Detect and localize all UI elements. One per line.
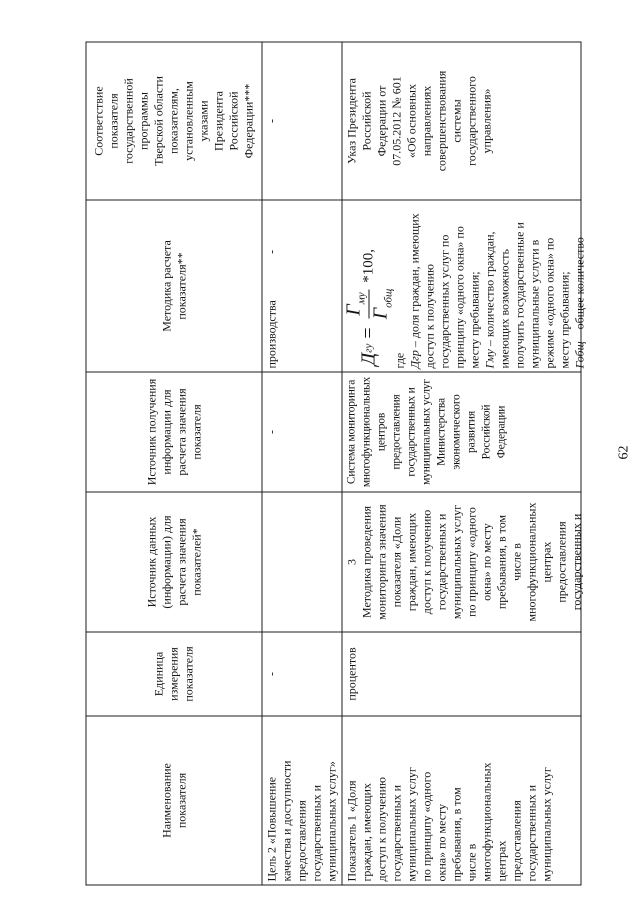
data-source-line: государственных и — [434, 513, 448, 610]
indicator-line: граждан, имеющих — [359, 782, 373, 881]
indicator-line: Показатель 1 «Доля — [344, 780, 358, 881]
data-source-line: числе в — [509, 542, 523, 581]
indicator-data-source-cell — [342, 492, 581, 632]
header-line: показателям, — [166, 87, 180, 154]
header-line: Источник данных — [143, 516, 158, 607]
dash: - — [264, 118, 278, 123]
info-source-line: Система мониторинга — [345, 379, 357, 484]
header-line: (информации) для — [158, 514, 173, 609]
compliance-line: 07.05.2012 № 601 — [389, 75, 403, 166]
data-source-line: мониторинга значения — [374, 503, 388, 620]
data-source-line: по принципу «одного — [464, 506, 478, 617]
method-line — [407, 203, 422, 368]
indicator-line: государственных и — [524, 784, 538, 881]
formula-fraction — [343, 285, 394, 322]
method-line: получить государственные и — [512, 221, 526, 368]
goal-name-cell — [262, 716, 342, 885]
indicator-line: числе в — [464, 843, 478, 881]
indicator-line: государственных и — [389, 784, 403, 881]
info-source-line: муниципальных услуг — [420, 378, 432, 485]
header-line: Наименование — [158, 762, 173, 838]
numerator-var: Г — [341, 303, 364, 316]
goal-line: предоставления — [294, 799, 308, 881]
data-source-line: показателя «Доли — [389, 516, 403, 607]
goal-name-text — [264, 719, 339, 881]
method-legend — [392, 203, 587, 368]
variable-term: Гобщ — [572, 340, 586, 368]
method-line: месту пребывания; — [557, 270, 571, 368]
data-source-line: центрах — [539, 541, 553, 582]
header-line: Источник получения — [143, 378, 158, 485]
formula-tail: *100, — [360, 248, 376, 283]
indicator-name-text — [344, 719, 580, 881]
method-line: режиме «одного окна» по — [542, 237, 556, 368]
dash: - — [264, 429, 278, 434]
formula-lhs-sub: гу — [361, 343, 374, 353]
numerator-sub: му — [354, 291, 367, 304]
header-line: показателя — [173, 772, 188, 828]
info-source-line: многофункциональных — [360, 376, 372, 487]
compliance-line: совершенствования — [434, 70, 448, 171]
compliance-line: «Об основных — [404, 83, 418, 158]
info-source-line: Министерства — [435, 397, 447, 466]
header-method-text — [159, 203, 189, 368]
denominator-var: Г — [368, 307, 391, 319]
method-line — [572, 203, 587, 368]
indicator-unit-clip — [344, 635, 580, 712]
header-line: указами — [196, 99, 210, 142]
method-carryover-line — [264, 203, 279, 368]
header-line: Российской — [226, 90, 240, 151]
info-source-line: государственных и — [405, 386, 417, 477]
indicator-row — [342, 42, 581, 885]
dash: - — [264, 249, 278, 254]
header-line: программы — [136, 91, 150, 150]
goal-method-cell — [262, 200, 342, 372]
method-line: месту пребывания; — [467, 270, 481, 368]
method-line — [482, 203, 497, 368]
header-line: установленным — [181, 80, 195, 161]
formula-numerator — [343, 289, 369, 318]
variable-term: Дгр — [407, 349, 421, 368]
indicator-line: окна» по месту — [434, 803, 448, 881]
header-line: расчета значения — [173, 387, 188, 476]
formula-equals: = — [357, 326, 379, 339]
goal-row — [262, 42, 342, 885]
indicator-name-cell — [342, 716, 581, 885]
header-data-source-text — [144, 495, 204, 628]
header-line: информации для — [158, 388, 173, 475]
indicator-method-cell — [341, 200, 586, 372]
data-source-line: многофункциональных — [524, 502, 538, 622]
compliance-line: управления» — [479, 88, 493, 153]
indicator-compliance-text — [344, 45, 580, 196]
header-unit-cell — [86, 632, 262, 716]
goal-line: государственных и — [309, 784, 323, 881]
indicator-line: предоставления — [509, 799, 523, 881]
formula-lhs: Д — [357, 352, 379, 365]
header-line: Президента — [211, 90, 225, 151]
indicator-line: доступ к получению — [374, 776, 388, 881]
header-name-cell — [86, 716, 262, 885]
method-line: государственных услуг по — [437, 234, 451, 368]
goal-data-source-cell — [262, 492, 342, 632]
compliance-line: направлениях — [419, 85, 433, 156]
indicator-info-source-cell — [342, 372, 581, 492]
header-info-source-text — [144, 375, 204, 488]
unit-value: процентов — [344, 646, 358, 701]
info-source-line: Российской — [480, 404, 492, 459]
header-line: показателя — [106, 92, 120, 149]
compliance-line: государственного — [464, 75, 478, 166]
header-line: измерения — [166, 646, 180, 701]
goal-line: Цель 2 «Повышение — [264, 776, 278, 881]
header-line: Единица — [151, 651, 165, 696]
header-info-source-cell — [86, 372, 262, 492]
variable-definition: – количество граждан, — [482, 230, 496, 349]
indicator-line: центрах — [494, 840, 508, 881]
data-source-line: граждан, имеющих — [404, 512, 418, 611]
data-source-line: доступ к получению — [419, 509, 433, 614]
indicator-info-source-text — [344, 374, 580, 489]
method-line: муниципальные услуги в — [527, 239, 541, 368]
variable-definition: – доля граждан, имеющих — [407, 212, 421, 350]
goal-line: качества и доступности — [279, 760, 293, 881]
header-line: государственной — [121, 77, 135, 164]
indicator-compliance-cell — [342, 42, 581, 200]
header-unit-text — [151, 635, 196, 712]
variable-term: Гму — [482, 348, 496, 368]
method-line: имеющих возможность — [497, 248, 511, 368]
data-source-line: государственных и — [569, 513, 583, 610]
data-source-line: окна» по месту — [479, 522, 493, 601]
info-source-line: экономического — [450, 393, 462, 470]
data-source-line: муниципальных услуг — [449, 504, 463, 619]
header-compliance-cell — [86, 42, 262, 200]
header-line: Методика расчета — [158, 239, 173, 332]
compliance-line: системы — [449, 98, 463, 143]
header-name-text — [159, 719, 189, 881]
header-row — [86, 42, 262, 885]
method-line: где — [392, 352, 406, 368]
header-line: Федерации*** — [241, 83, 255, 158]
compliance-line: Российской — [359, 90, 373, 151]
header-data-source-cell — [86, 492, 262, 632]
data-source-line: пребывания, в том — [494, 514, 508, 609]
header-line: расчета значения — [173, 517, 188, 606]
indicator-line: муниципальных услуг — [404, 766, 418, 881]
carryover-text: производства — [264, 299, 278, 368]
page-number: 62 — [616, 445, 631, 459]
goal-unit-cell — [262, 632, 342, 716]
goal-line: муниципальных услуг» — [324, 760, 338, 881]
formula-denominator — [369, 285, 394, 322]
indicator-method-clip — [341, 203, 586, 368]
indicator-data-source-text — [344, 495, 583, 628]
indicator-line: пребывания, в том — [449, 786, 463, 881]
goal-info-source-cell — [262, 372, 342, 492]
info-source-line: центров — [375, 412, 387, 451]
header-line: показателя** — [173, 251, 188, 320]
method-line: принципу «одного окна» по — [452, 225, 466, 368]
indicator-line: по принципу «одного — [419, 771, 433, 881]
data-source-line: предоставления — [554, 520, 568, 603]
header-line: показателей* — [188, 527, 203, 596]
denominator-sub: общ — [381, 288, 394, 308]
header-line: показателя — [188, 403, 203, 460]
indicator-line: многофункциональных — [479, 761, 493, 881]
header-line: показателя — [181, 645, 195, 702]
compliance-line: Указ Президента — [344, 77, 358, 164]
data-source-line: 3 — [344, 558, 358, 565]
info-source-line: предоставления — [390, 393, 402, 470]
indicator-unit-cell — [342, 632, 581, 716]
info-source-line: Федерации — [495, 405, 507, 458]
indicators-table — [85, 41, 586, 885]
indicator-line: муниципальных услуг — [539, 766, 553, 881]
compliance-line: Федерации от — [374, 85, 388, 156]
info-source-line: развития — [465, 410, 477, 453]
header-line: Тверской области — [151, 75, 165, 166]
formula — [341, 203, 394, 368]
data-source-line: Методика проведения — [359, 505, 373, 618]
header-method-cell — [86, 200, 262, 372]
goal-compliance-cell — [262, 42, 342, 200]
variable-definition: – общее количество — [572, 236, 586, 341]
dash: - — [264, 671, 278, 676]
header-line: Соответствие — [91, 85, 105, 156]
header-compliance-text — [91, 45, 256, 196]
method-line: доступ к получению — [422, 263, 436, 368]
